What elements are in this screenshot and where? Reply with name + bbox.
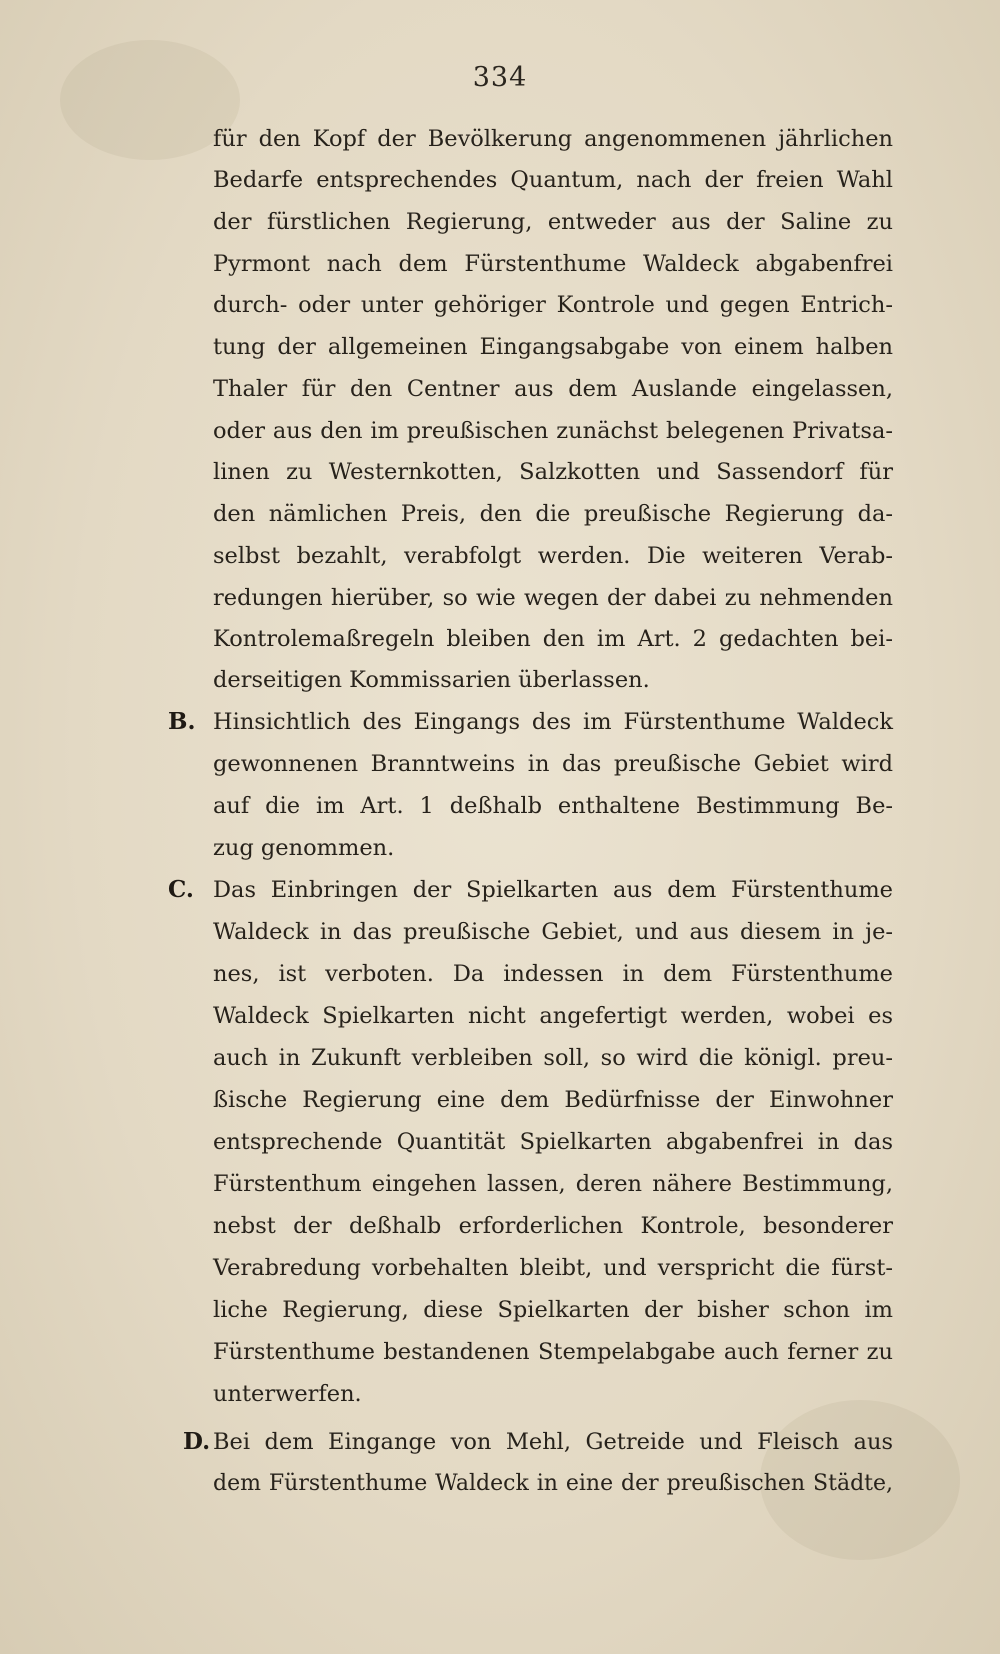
text-line: selbst bezahlt, verabfolgt werden. Die weiteren Verab- <box>213 543 893 569</box>
text-line: entsprechende Quantität Spielkarten abgabenfrei in das <box>213 1129 893 1155</box>
text-line: Verabredung vorbehalten bleibt, und verspricht die fürst- <box>213 1255 893 1281</box>
text-line: durch- oder unter gehöriger Kontrole und gegen Entrich- <box>213 292 893 318</box>
text-line: nes, ist verboten. Da indessen in dem Fürstenthume <box>213 961 893 987</box>
text-line: Das Einbringen der Spielkarten aus dem Fürstenthume <box>213 877 893 903</box>
page-number: 334 <box>472 62 528 93</box>
text-line: Thaler für den Centner aus dem Auslande eingelassen, <box>213 376 893 402</box>
text-line: gewonnenen Branntweins in das preußische Gebiet wird <box>213 751 893 777</box>
text-line: tung der allgemeinen Eingangsabgabe von einem halben <box>213 334 893 360</box>
text-line: derseitigen Kommissarien überlassen. <box>213 667 650 693</box>
text-line: nebst der deßhalb erforderlichen Kontrole, besonderer <box>213 1213 893 1239</box>
text-line: Fürstenthume bestandenen Stempelabgabe auch ferner zu <box>213 1339 893 1365</box>
text-line: den nämlichen Preis, den die preußische Regierung da- <box>213 501 893 527</box>
text-line: auf die im Art. 1 deßhalb enthaltene Bestimmung Be- <box>213 793 893 819</box>
text-line: Bei dem Eingange von Mehl, Getreide und Fleisch aus <box>213 1429 893 1455</box>
text-line: zug genommen. <box>213 835 395 861</box>
text-line: Waldeck in das preußische Gebiet, und aus diesem in je- <box>213 919 893 945</box>
text-line: redungen hierüber, so wie wegen der dabei zu nehmenden <box>213 585 893 611</box>
text-line: dem Fürstenthume Waldeck in eine der preußischen Städte, <box>213 1471 893 1496</box>
text-line: Bedarfe entsprechendes Quantum, nach der freien Wahl <box>213 167 893 193</box>
text-line: Pyrmont nach dem Fürstenthume Waldeck abgabenfrei <box>213 251 893 277</box>
text-line: Kontrolemaßregeln bleiben den im Art. 2 gedachten bei- <box>213 626 893 652</box>
text-line: für den Kopf der Bevölkerung angenommenen jährlichen <box>213 126 893 152</box>
text-line: unterwerfen. <box>213 1381 362 1407</box>
paragraph-label: C. <box>168 876 194 903</box>
paragraph-label: B. <box>168 708 196 735</box>
text-line: Fürstenthum eingehen lassen, deren nähere Bestimmung, <box>213 1171 893 1197</box>
text-line: oder aus den im preußischen zunächst belegenen Privatsa- <box>213 418 893 444</box>
text-line: Waldeck Spielkarten nicht angefertigt werden, wobei es <box>213 1003 893 1029</box>
paragraph-label: D. <box>183 1428 211 1455</box>
text-line: ßische Regierung eine dem Bedürfnisse der Einwohner <box>213 1087 893 1113</box>
text-line: liche Regierung, diese Spielkarten der bisher schon im <box>213 1297 893 1323</box>
text-line: der fürstlichen Regierung, entweder aus der Saline zu <box>213 209 893 235</box>
text-line: linen zu Westernkotten, Salzkotten und Sassendorf für <box>213 459 893 485</box>
text-line: Hinsichtlich des Eingangs des im Fürstenthume Waldeck <box>213 709 893 735</box>
text-line: auch in Zukunft verbleiben soll, so wird die königl. preu- <box>213 1045 893 1071</box>
